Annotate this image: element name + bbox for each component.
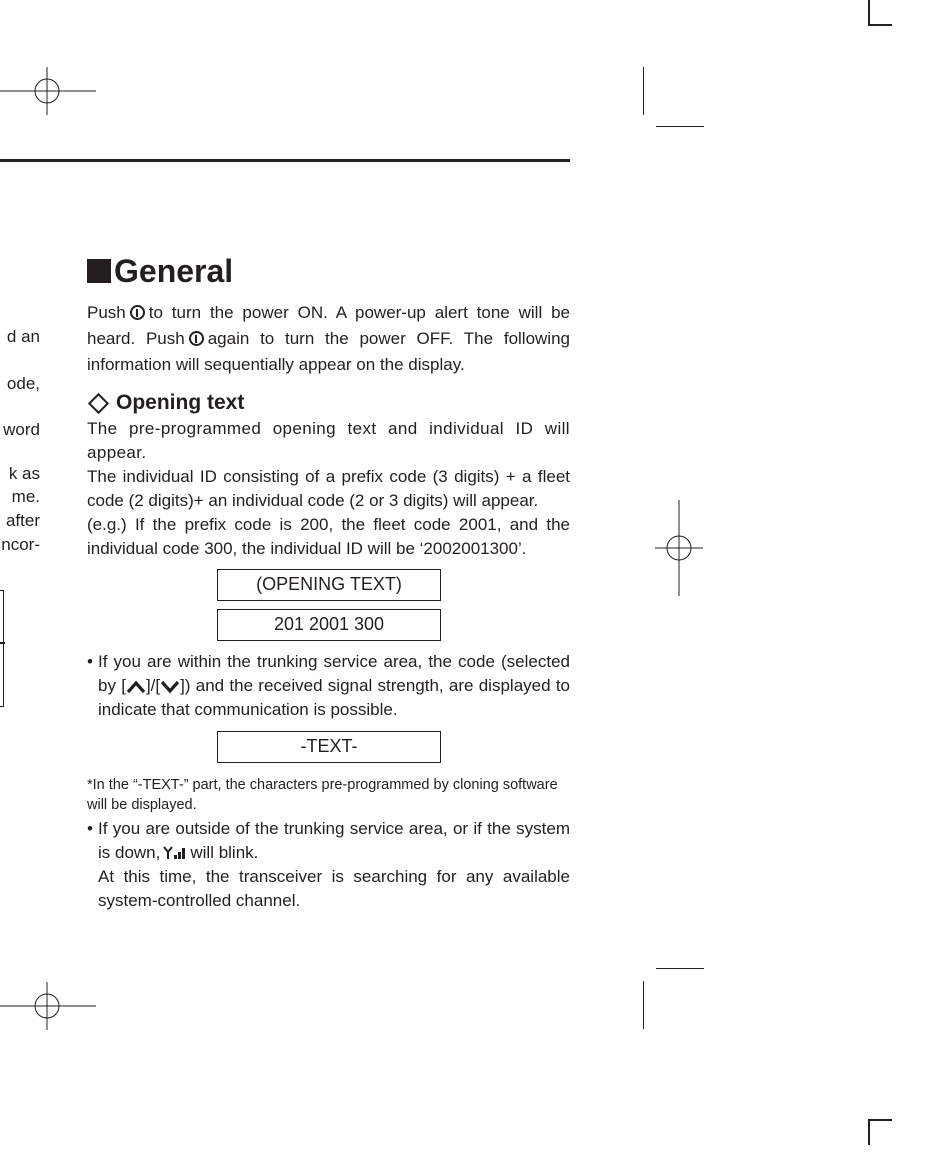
bullet-outside-area xyxy=(87,817,570,913)
header-rule xyxy=(0,159,570,162)
left-page-fragment: d an xyxy=(6,327,40,346)
opening-text-heading xyxy=(87,390,244,416)
bullet-within-area xyxy=(87,650,570,722)
bullet-marker: • xyxy=(87,652,93,671)
opening-text-title: Opening text xyxy=(116,391,245,414)
footnote-text: *In the “-TEXT-” part, the characters pre-programmed by cloning software will be displayed. xyxy=(87,777,558,813)
left-page-box-divider xyxy=(0,642,5,644)
intro-paragraph xyxy=(87,300,570,378)
footnote xyxy=(87,775,570,815)
left-page-fragment: me. xyxy=(11,487,40,506)
intro-text-2: to turn the power ON. A power-up alert tone will be heard. Push xyxy=(87,303,570,348)
bullet2-text-c: At this time, the transceiver is searching for any available system-controlled channel. xyxy=(98,867,570,910)
display-individual-id: 201 2001 300 xyxy=(217,609,441,641)
bullet1-text-c: ]) and the received signal strength, are displayed to indicate that communication is possible. xyxy=(98,676,570,719)
opening-paragraph-2: The individual ID consisting of a prefix code (3 digits) + a fleet code (2 digits)+ an individual code (2 or 3 digits) will appear. xyxy=(87,467,570,510)
section-title: General xyxy=(114,253,234,289)
intro-text-3: again to turn the power OFF. The following information will sequentially appear on the display. xyxy=(87,329,570,374)
registration-mark-icon xyxy=(655,500,703,596)
signal-strength-icon xyxy=(163,846,187,860)
square-bullet-icon xyxy=(87,259,111,283)
opening-paragraph-3: (e.g.) If the prefix code is 200, the fleet code 2001, and the individual code 300, the individual ID will be ‘2002001300’. xyxy=(87,515,570,558)
bullet2-text-b: will blink. xyxy=(190,843,259,862)
left-page-fragment: k as xyxy=(8,464,40,483)
left-page-fragment: word xyxy=(3,420,40,439)
up-arrow-icon xyxy=(126,680,146,694)
diamond-icon xyxy=(88,392,109,413)
registration-mark-icon xyxy=(0,982,96,1030)
display-opening-text: (OPENING TEXT) xyxy=(217,569,441,601)
bullet2-text-a: If you are outside of the trunking service area, or if the system is down, xyxy=(98,819,570,862)
registration-mark-icon xyxy=(0,67,96,115)
bullet-marker: • xyxy=(87,819,93,838)
left-page-fragment: after xyxy=(5,511,40,530)
power-icon xyxy=(130,305,145,320)
bullet1-text-a: If you are within the trunking service area, the code (selected by [ xyxy=(98,652,570,695)
bullet1-text-b: ]/[ xyxy=(145,676,161,695)
down-arrow-icon xyxy=(160,680,180,694)
left-page-box xyxy=(0,590,4,707)
left-page-fragment: ncor- xyxy=(1,535,40,554)
left-page-fragment: ode, xyxy=(6,374,40,393)
section-heading xyxy=(87,252,233,290)
intro-text-1: Push xyxy=(87,303,126,322)
opening-paragraph-1: The pre-programmed opening text and individual ID will appear. xyxy=(87,419,570,462)
power-icon xyxy=(189,331,204,346)
display-text: -TEXT- xyxy=(217,731,441,763)
